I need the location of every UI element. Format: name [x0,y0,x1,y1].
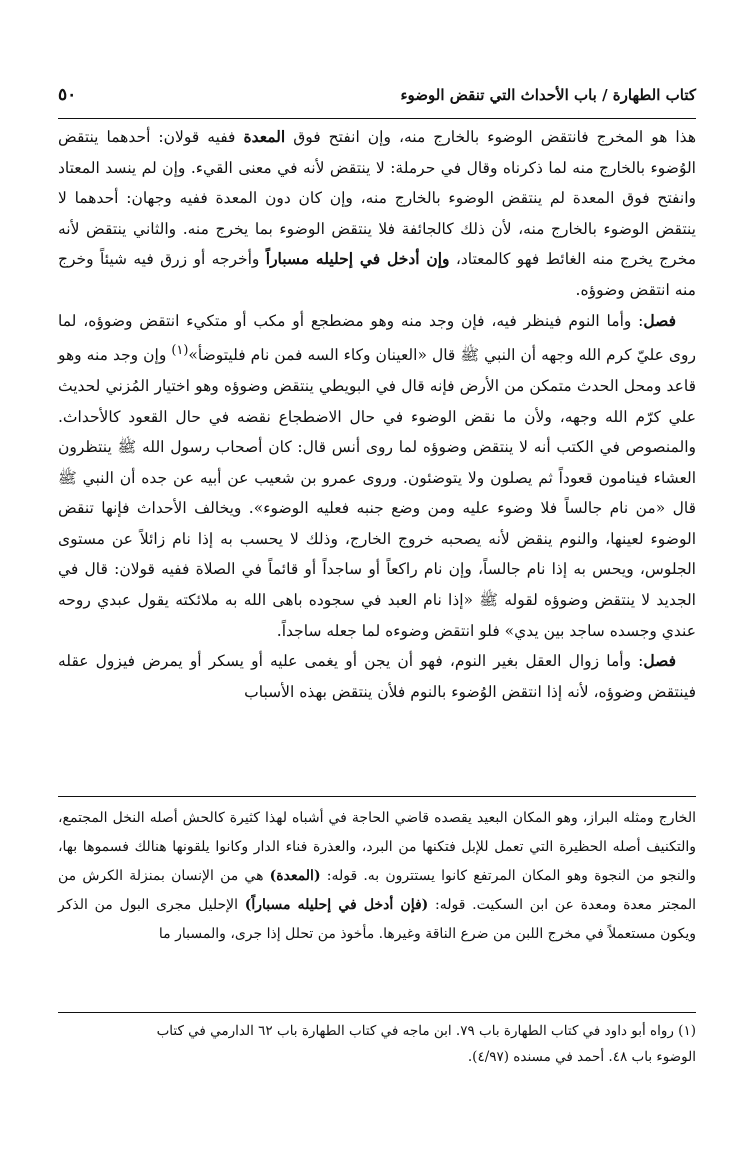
page-number: ٥٠ [58,85,77,105]
text-run: وإن وجد منه وهو قاعد ومحل الحدث متمكن من الأرض فإنه قال في البويطي ينتقض وضوؤه وهو اختيار المُزني لحديث علي كرّم الله وجهه، ولأن ما نقض الوضوء في حال الاضطجاع نقضه في حال القعود كالأحداث. والمنصوص في الكتب أنه لا ينتقض وضوؤه لما روى أنس قال: كان أصحاب رسول الله ﷺ ينتظرون العشاء فينامون قعوداً ثم يصلون ولا يتوضئون. وروى عمرو بن شعيب عن أبيه عن جده أن النبي ﷺ قال «من نام جالساً فلا وضوء عليه ومن وضع جنبه فعليه الوضوء». ويخالف الأحداث فإنها تنقض الوضوء لعينها، والنوم ينقض لأنه يصحبه خروج الخارج، وذلك لا يحسب به إذا نام زائلاً عن مستوى الجلوس، ويحس به إذا نام جالساً، وإن نام راكعاً أو ساجداً أو قائماً في الصلاة ففيه قولان: قال في الجديد لا ينتقض وضوؤه لقوله ﷺ «إذا نام العبد في سجوده باهى الله به ملائكته يقول عبدي روحه عندي وجسده ساجد بين يدي» فلو انتقض وضوءه لما جعله ساجداً. [58,346,696,640]
footnote-1-continued: الوضوء باب ٤٨. أحمد في مسنده (٤/٩٧). [467,1049,696,1065]
paragraph-2 [58,306,696,647]
running-title: كتاب الطهارة / باب الأحداث التي تنقض الوضوء [400,86,696,104]
text-run: : وأما زوال العقل بغير النوم، فهو أن يجن أو يغمى عليه أو يسكر أو يمرض فيزول عقله فينتقض وضوؤه، لأنه إذا انتقض الوُضوء بالنوم فلأن ينتقض بهذه الأسباب [58,652,696,701]
bold-term: وإن أدخل في إحليله مسباراً [265,249,450,269]
page-header [58,78,696,112]
section-marker: فصل [643,651,676,671]
bold-term: (المعدة) [269,868,321,884]
footnote-rule [58,1012,696,1013]
main-text [58,122,696,707]
paragraph-3 [58,646,696,707]
text-run: هذا هو المخرج فانتقض الوضوء بالخارج منه، وإن انفتح فوق [285,128,696,146]
text-run: الإحليل مجرى البول من الذكر ويكون مستعملاً في مخرج اللبن من ضرع الناقة وغيرها. مأخوذ من تحلل إذا جرى، والمسبار ما [58,897,696,942]
footnotes [58,1018,696,1070]
text-run: الخارج ومثله البراز، وهو المكان البعيد يقصده قاضي الحاجة في أشباه لهذا كثيرة كالحش أصله النخل المجتمع، والتكنيف أصله الحظيرة التي تعمل للإبل فتكنها من البرد، والعذرة فناء الدار وكانوا يلقونها هنالك فسموها بها، والنجو من النجوة وهو المكان المرتفع كانوا يستترون به. قوله: [58,810,696,884]
text-run: : وأما النوم فينظر فيه، فإن وجد منه وهو مضطجع أو مكب أو متكيء انتقض وضوؤه، لما روى عليّ كرم الله وجهه أن النبي ﷺ قال «العينان وكاء السه فمن نام فليتوضأ» [58,311,696,365]
paragraph-1 [58,122,696,306]
text-run: ففيه قولان: أحدهما ينتقض الوُضوء بالخارج منه لما ذكرناه وقال في حرملة: لا ينتقض لأنه في معنى القيء. وإن لم ينسد المعتاد وانفتح فوق المعدة لم ينتقض الوضوء بالخارج منه، وإن كان دون المعدة ففيه وجهان: أحدهما لا ينتقض الوضوء بالخارج منه، لأن ذلك كالجائفة فلا ينتقض الوضوء بما يخرج منه. والثاني ينتقض لأنه مخرج يخرج منه الغائط فهو كالمعتاد، [58,128,696,269]
commentary-paragraph [58,804,696,949]
bold-term: (فإن أدخل في إحليله مسباراً) [244,897,429,913]
bold-term: المعدة [243,127,286,146]
commentary-rule [58,796,696,797]
header-rule [58,118,696,119]
text-run: وأخرجه أو زرق فيه شيئاً وخرج منه انتقض وضوؤه. [58,250,696,299]
footnote-ref: (١) [171,343,189,359]
commentary [58,804,696,949]
text-run: هي من الإنسان بمنزلة الكرش من المجتر معدة ومعدة عن ابن السكيت. قوله: [58,868,696,913]
footnote-1: (١) رواه أبو داود في كتاب الطهارة باب ٧٩. ابن ماجه في كتاب الطهارة باب ٦٢ الدارمي في كتاب [156,1023,696,1039]
section-marker: فصل [643,310,676,330]
